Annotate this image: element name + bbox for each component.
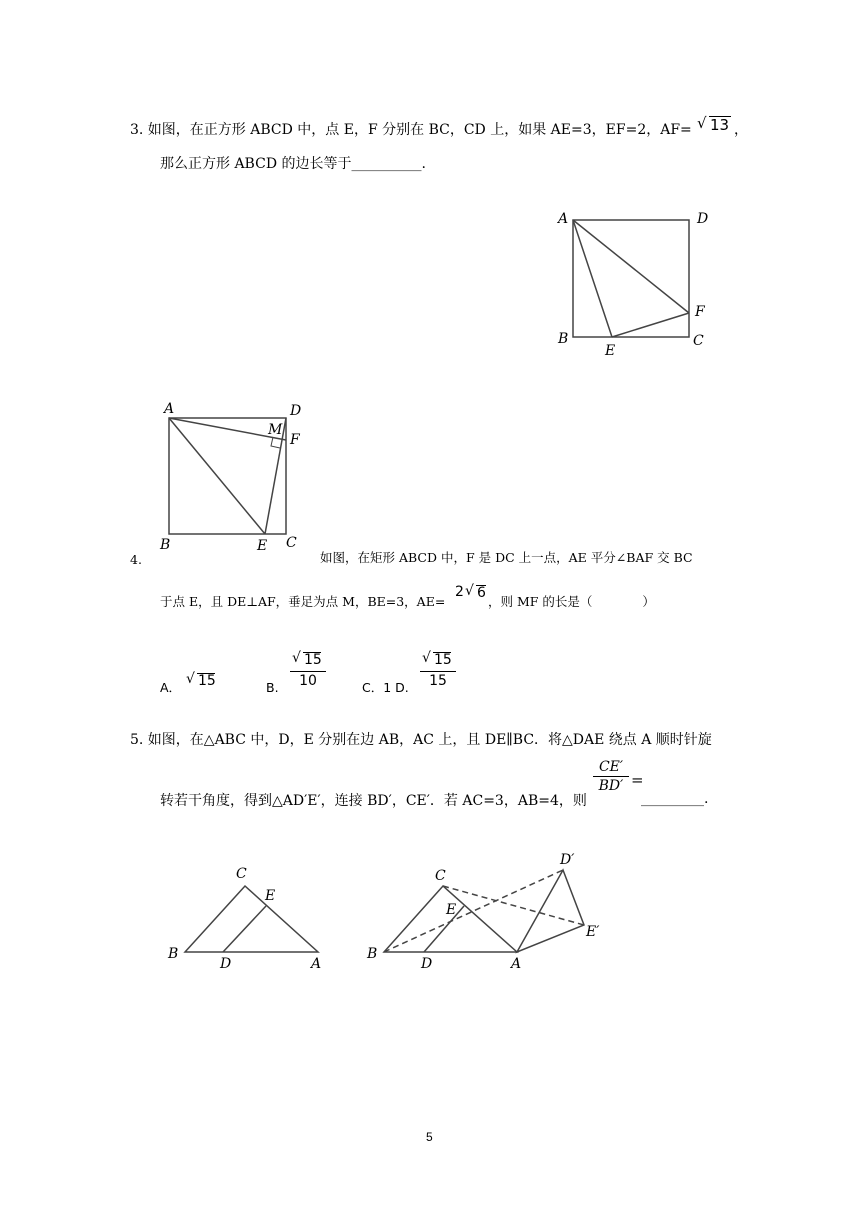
- radical-sign: √: [465, 583, 474, 599]
- q4-option-b-numerator: √ 15: [292, 650, 322, 668]
- q4-sqrt-value: 6: [477, 585, 486, 601]
- q4-option-d-denominator: 15: [429, 673, 447, 689]
- fig5b-label-a: A: [511, 956, 522, 972]
- fig4-label-c: C: [286, 535, 297, 551]
- q5-equals: =: [631, 771, 644, 789]
- fig4-label-b: B: [160, 537, 171, 553]
- fig5a-label-a: A: [311, 956, 322, 972]
- q3-line2: 那么正方形 ABCD 的边长等于__________.: [160, 156, 426, 172]
- q5-fraction-denominator: BD′: [598, 778, 624, 794]
- fig4-label-m: M: [268, 422, 283, 438]
- fig3-label-a: A: [558, 211, 569, 227]
- segment-de: [424, 906, 464, 952]
- segment-bd-prime: [384, 870, 563, 952]
- q4-line2a: 于点 E，且 DE⊥AF，垂足为点 M，BE=3，AE=: [160, 594, 446, 609]
- fig5b-label-c: C: [435, 868, 446, 884]
- fig5b-label-e-prime: E′: [586, 924, 600, 940]
- page-number: 5: [426, 1130, 433, 1144]
- q4-option-d-numerator: √ 15: [422, 650, 452, 668]
- fig4-label-d: D: [290, 403, 302, 419]
- q5-line1: 5. 如图，在△ABC 中，D，E 分别在边 AB，AC 上，且 DE∥BC．将△DAE 绕点 A 顺时针旋: [130, 732, 712, 748]
- radical-sign: √: [697, 114, 707, 132]
- fig3-label-f: F: [695, 304, 705, 320]
- fig3-label-e: E: [605, 343, 616, 359]
- q5-fraction-numerator: CE′: [598, 759, 624, 775]
- fig4-label-f: F: [290, 432, 300, 448]
- q4-option-a-value: 15: [198, 673, 216, 689]
- fig5a-label-c: C: [236, 866, 247, 882]
- q4-number: 4.: [130, 552, 142, 567]
- q5-answer-blank: _________.: [641, 791, 709, 807]
- fig5b-label-d: D: [421, 956, 433, 972]
- fig3-label-b: B: [558, 331, 569, 347]
- q4-option-c-d-label: C．1 D.: [362, 680, 409, 695]
- q5-line2: 转若干角度，得到△AD′E′，连接 BD′，CE′．若 AC=3，AB=4，则: [160, 793, 587, 809]
- fig5b-label-b: B: [367, 946, 378, 962]
- fig3-label-c: C: [693, 333, 704, 349]
- fig5a-label-d: D: [220, 956, 232, 972]
- q4-line2b: ，则 MF 的长是（ ）: [488, 594, 655, 609]
- q4-option-b-label: B.: [266, 680, 279, 695]
- q4-line1: 如图，在矩形 ABCD 中，F 是 DC 上一点，AE 平分∠BAF 交 BC: [320, 550, 693, 565]
- q4-option-b-denominator: 10: [299, 673, 317, 689]
- q3-sqrt-value: 13: [710, 116, 730, 134]
- fig5a-label-e: E: [265, 888, 276, 904]
- fig5a-label-b: B: [168, 946, 179, 962]
- fig5b-label-d-prime: D′: [560, 852, 575, 868]
- fig3-label-d: D: [697, 211, 709, 227]
- q3-line1-text: 3. 如图，在正方形 ABCD 中，点 E，F 分别在 BC，CD 上，如果 AE=3，EF=2，AF=: [130, 122, 692, 138]
- fig4-label-e: E: [257, 538, 268, 554]
- radical-sign: √: [186, 671, 195, 687]
- fig4-label-a: A: [164, 401, 175, 417]
- fig5b-label-e: E: [446, 902, 457, 918]
- q4-option-a-label: A．: [160, 680, 182, 695]
- q4-coef: 2: [455, 584, 464, 600]
- triangle-ad2e2: [517, 870, 584, 952]
- q3-line1-tail: ，: [734, 122, 748, 138]
